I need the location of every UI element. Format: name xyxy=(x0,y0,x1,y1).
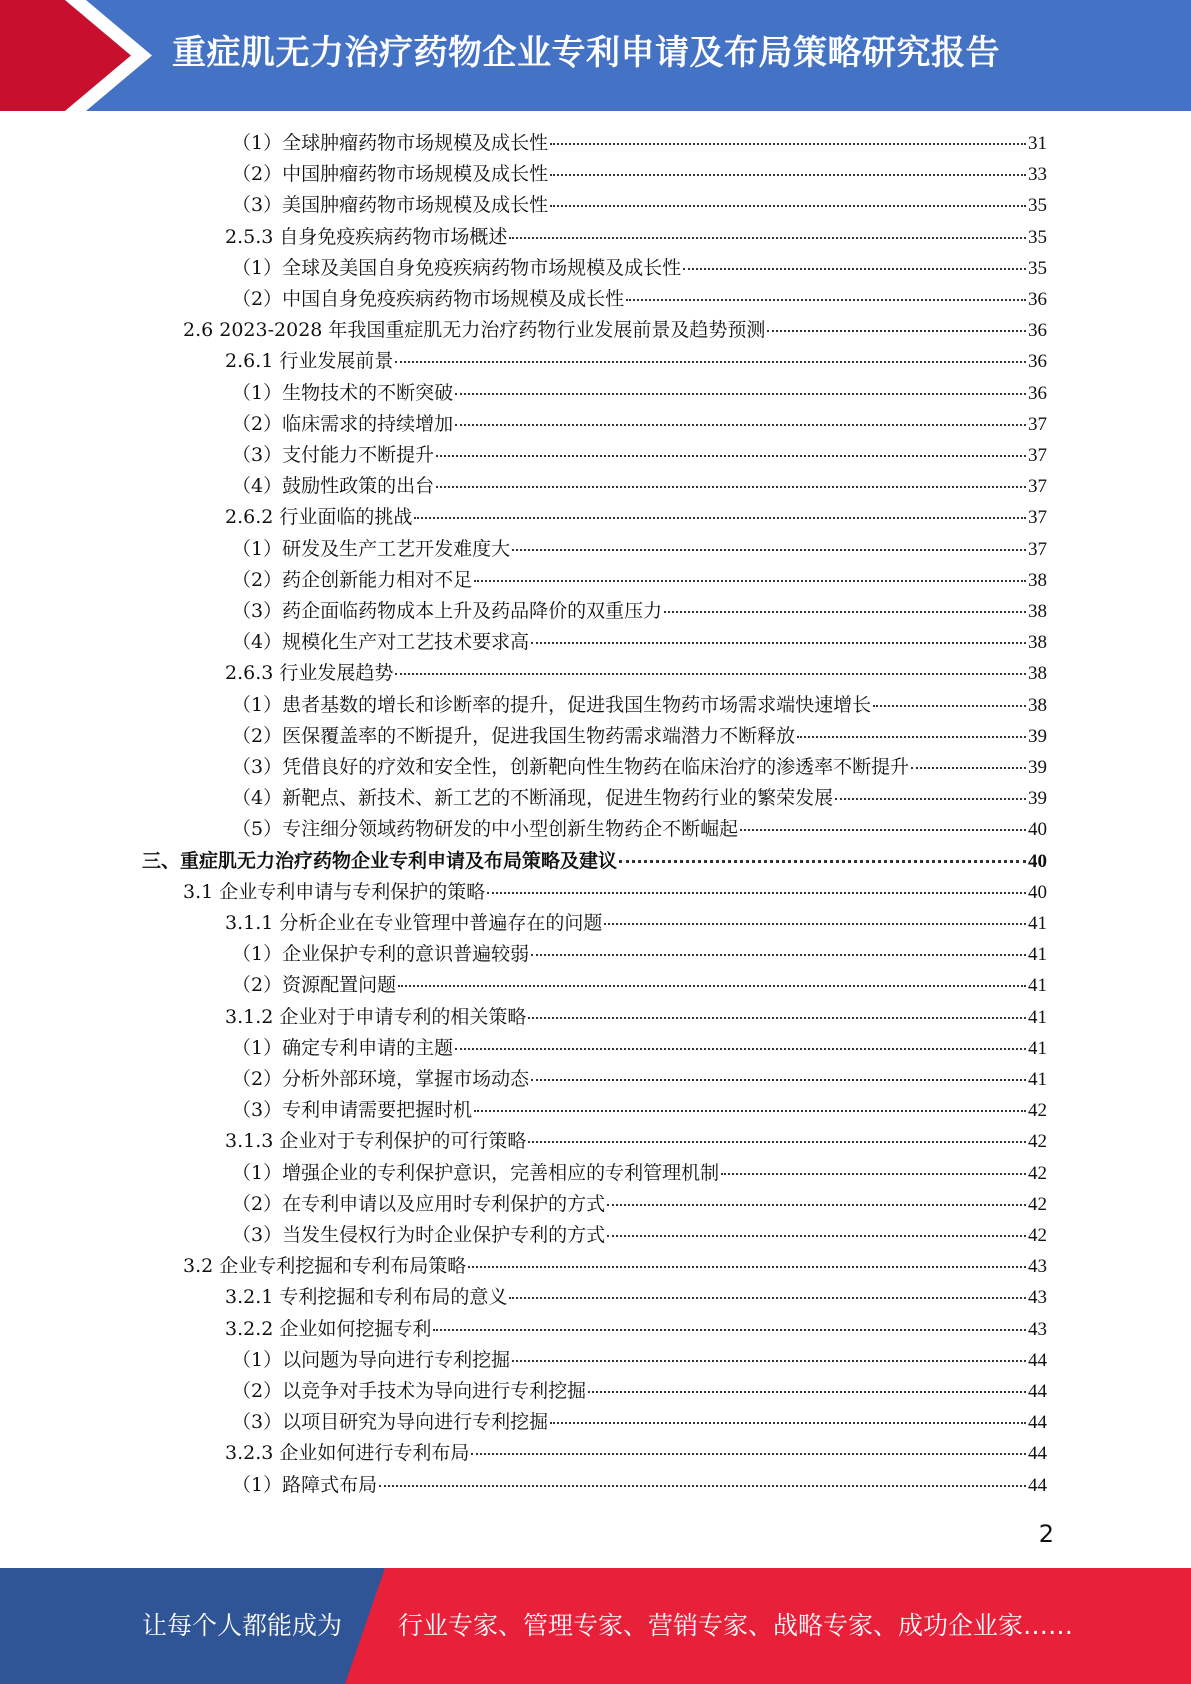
toc-entry-page: 37 xyxy=(1028,413,1047,435)
toc-entry-page: 38 xyxy=(1028,601,1047,622)
toc-dot-leader xyxy=(528,1017,1026,1019)
toc-entry xyxy=(232,1220,1047,1251)
toc-entry-page: 44 xyxy=(1028,1381,1047,1402)
toc-entry xyxy=(225,346,1047,377)
toc-entry-title: （1）生物技术的不断突破 xyxy=(232,381,454,404)
toc-entry-title: 2.6.3 行业发展趋势 xyxy=(225,662,394,685)
toc-entry-page: 36 xyxy=(1028,382,1047,404)
toc-entry-page: 44 xyxy=(1028,1412,1047,1434)
toc-entry xyxy=(183,315,1047,346)
toc-dot-leader xyxy=(664,611,1026,613)
toc-entry xyxy=(225,1126,1047,1157)
toc-entry-page: 40 xyxy=(1028,819,1047,841)
toc-entry-page: 38 xyxy=(1028,694,1047,716)
toc-entry xyxy=(232,814,1047,845)
toc-entry xyxy=(232,159,1047,190)
toc-entry-title: 3.2.1 专利挖掘和专利布局的意义 xyxy=(225,1286,508,1309)
toc-entry-title: （1）企业保护专利的意识普遍较弱 xyxy=(232,943,530,966)
toc-entry-title: （1）患者基数的增长和诊断率的提升，促进我国生物药市场需求端快速增长 xyxy=(232,693,872,716)
toc-entry-title: 3.1 企业专利申请与专利保护的策略 xyxy=(183,880,486,903)
toc-dot-leader xyxy=(512,549,1026,551)
toc-dot-leader xyxy=(395,673,1026,675)
toc-dot-leader xyxy=(683,268,1026,270)
toc-entry xyxy=(232,939,1047,970)
toc-entry xyxy=(232,627,1047,658)
toc-entry-page: 42 xyxy=(1028,1162,1047,1184)
toc-dot-leader xyxy=(531,954,1026,956)
toc-dot-leader xyxy=(604,923,1026,925)
toc-entry xyxy=(232,284,1047,315)
toc-entry-title: （3）专利申请需要把握时机 xyxy=(232,1099,473,1122)
toc-entry-title: 2.6 2023-2028 年我国重症肌无力治疗药物行业发展前景及趋势预测 xyxy=(183,319,766,342)
footer-banner xyxy=(0,1568,1191,1684)
toc-dot-leader xyxy=(550,143,1026,145)
toc-entry xyxy=(232,534,1047,565)
toc-entry xyxy=(232,1095,1047,1126)
toc-dot-leader xyxy=(740,829,1026,831)
toc-entry xyxy=(232,378,1047,409)
toc-entry-title: 3.2.3 企业如何进行专利布局 xyxy=(225,1442,470,1465)
toc-entry-page: 35 xyxy=(1028,195,1047,217)
toc-dot-leader xyxy=(531,642,1026,644)
toc-entry-title: （1）增强企业的专利保护意识，完善相应的专利管理机制 xyxy=(232,1161,720,1184)
toc-entry xyxy=(232,721,1047,752)
toc-dot-leader xyxy=(509,1297,1026,1299)
toc-entry-page: 31 xyxy=(1028,133,1047,154)
toc-dot-leader xyxy=(619,860,1026,863)
toc-entry-title: （4）新靶点、新技术、新工艺的不断涌现，促进生物药行业的繁荣发展 xyxy=(232,787,834,810)
toc-dot-leader xyxy=(414,517,1026,519)
toc-entry-title: （3）药企面临药物成本上升及药品降价的双重压力 xyxy=(232,600,663,622)
toc-entry xyxy=(225,1282,1047,1313)
toc-entry xyxy=(183,1251,1047,1282)
toc-entry-page: 43 xyxy=(1028,1256,1047,1278)
toc-entry xyxy=(232,1345,1047,1376)
toc-entry-title: （1）全球及美国自身免疫疾病药物市场规模及成长性 xyxy=(232,256,682,279)
toc-entry xyxy=(183,877,1047,908)
footer-slogan-left: 让每个人都能成为 xyxy=(142,1611,343,1640)
toc-entry xyxy=(225,1438,1047,1469)
toc-entry-page: 37 xyxy=(1028,476,1047,498)
toc-entry-title: （3）当发生侵权行为时企业保护专利的方式 xyxy=(232,1224,606,1246)
toc-entry-page: 37 xyxy=(1028,507,1047,529)
toc-entry-title: （2）医保覆盖率的不断提升，促进我国生物药需求端潜力不断释放 xyxy=(232,724,796,747)
toc-entry-title: （3）以项目研究为导向进行专利挖掘 xyxy=(232,1411,549,1434)
toc-dot-leader xyxy=(767,330,1026,332)
toc-entry-title: （3）美国肿瘤药物市场规模及成长性 xyxy=(232,194,549,217)
toc-entry-page: 41 xyxy=(1028,944,1047,966)
toc-entry-page: 36 xyxy=(1028,289,1047,310)
toc-entry-page: 41 xyxy=(1028,975,1047,997)
toc-dot-leader xyxy=(873,705,1026,707)
toc-entry xyxy=(225,1314,1047,1345)
chevron-arrow-icon xyxy=(0,0,170,111)
toc-dot-leader xyxy=(468,1266,1026,1268)
toc-entry xyxy=(232,253,1047,284)
toc-entry-page: 38 xyxy=(1028,632,1047,654)
toc-entry xyxy=(232,970,1047,1001)
toc-entry-page: 37 xyxy=(1028,538,1047,560)
toc-dot-leader xyxy=(395,361,1026,363)
toc-entry-page: 43 xyxy=(1028,1287,1047,1309)
toc-dot-leader xyxy=(379,1485,1026,1487)
toc-dot-leader xyxy=(455,393,1026,395)
toc-entry xyxy=(232,128,1047,159)
toc-dot-leader xyxy=(607,1204,1026,1206)
toc-dot-leader xyxy=(531,1079,1026,1081)
toc-entry-page: 40 xyxy=(1028,881,1047,903)
toc-entry xyxy=(232,440,1047,471)
page-number: 2 xyxy=(1038,1520,1054,1548)
toc-entry xyxy=(232,690,1047,721)
toc-dot-leader xyxy=(436,486,1026,488)
toc-entry-title: 3.2.2 企业如何挖掘专利 xyxy=(225,1317,432,1340)
toc-dot-leader xyxy=(398,985,1026,987)
toc-entry-page: 41 xyxy=(1028,1006,1047,1028)
toc-entry-title: 2.6.1 行业发展前景 xyxy=(225,350,394,373)
toc-dot-leader xyxy=(487,892,1026,894)
toc-entry xyxy=(232,1407,1047,1438)
toc-entry xyxy=(232,783,1047,814)
toc-dot-leader xyxy=(911,767,1026,769)
toc-entry-page: 42 xyxy=(1028,1225,1047,1246)
toc-entry-title: （3）凭借良好的疗效和安全性，创新靶向性生物药在临床治疗的渗透率不断提升 xyxy=(232,756,910,778)
toc-dot-leader xyxy=(455,1048,1026,1050)
toc-entry-title: （4）规模化生产对工艺技术要求高 xyxy=(232,631,530,654)
toc-entry-title: 3.1.2 企业对于申请专利的相关策略 xyxy=(225,1005,527,1028)
toc-entry-page: 33 xyxy=(1028,164,1047,186)
toc-entry xyxy=(232,752,1047,783)
toc-entry-title: （2）中国自身免疫疾病药物市场规模及成长性 xyxy=(232,288,625,310)
toc-entry-page: 39 xyxy=(1028,788,1047,810)
toc-entry-page: 41 xyxy=(1028,913,1047,934)
toc-entry-title: （1）确定专利申请的主题 xyxy=(232,1036,454,1059)
toc-entry-page: 41 xyxy=(1028,1069,1047,1090)
toc-entry-title: 三、重症肌无力治疗药物企业专利申请及布局策略及建议 xyxy=(142,849,618,872)
toc-dot-leader xyxy=(436,455,1026,457)
toc-entry xyxy=(232,596,1047,627)
toc-dot-leader xyxy=(797,736,1026,738)
toc-entry-page: 42 xyxy=(1028,1193,1047,1215)
toc-entry-page: 44 xyxy=(1028,1443,1047,1465)
toc-dot-leader xyxy=(474,1110,1026,1112)
toc-entry xyxy=(232,1189,1047,1220)
toc-entry-title: （5）专注细分领域药物研发的中小型创新生物药企不断崛起 xyxy=(232,818,739,841)
toc-entry-page: 42 xyxy=(1028,1100,1047,1122)
toc-entry-title: 3.1.3 企业对于专利保护的可行策略 xyxy=(225,1130,527,1153)
toc-entry-title: （1）以问题为导向进行专利挖掘 xyxy=(232,1348,511,1371)
toc-entry-page: 36 xyxy=(1028,320,1047,342)
toc-entry-title: （2）药企创新能力相对不足 xyxy=(232,568,473,591)
toc-dot-leader xyxy=(433,1329,1026,1331)
toc-entry-title: 2.5.3 自身免疫疾病药物市场概述 xyxy=(225,225,508,248)
toc-entry-title: （1）研发及生产工艺开发难度大 xyxy=(232,537,511,560)
footer-slogan-right: 行业专家、管理专家、营销专家、战略专家、成功企业家…… xyxy=(398,1611,1074,1640)
report-title: 重症肌无力治疗药物企业专利申请及布局策略研究报告 xyxy=(172,33,1000,73)
toc-entry-title: （2）分析外部环境，掌握市场动态 xyxy=(232,1068,530,1090)
toc-entry-title: （2）以竞争对手技术为导向进行专利挖掘 xyxy=(232,1380,587,1402)
toc-entry-page: 42 xyxy=(1028,1131,1047,1153)
toc-entry-title: 2.6.2 行业面临的挑战 xyxy=(225,506,413,529)
toc-entry-title: （2）资源配置问题 xyxy=(232,974,397,997)
toc-entry-title: （1）路障式布局 xyxy=(232,1473,378,1496)
toc-entry-page: 39 xyxy=(1028,725,1047,747)
toc-entry xyxy=(232,1470,1047,1501)
toc-dot-leader xyxy=(588,1391,1026,1393)
toc-entry-title: 3.1.1 分析企业在专业管理中普遍存在的问题 xyxy=(225,912,603,934)
toc-dot-leader xyxy=(471,1453,1026,1455)
toc-entry-page: 44 xyxy=(1028,1349,1047,1371)
toc-dot-leader xyxy=(455,424,1026,426)
toc-entry xyxy=(232,471,1047,502)
toc-entry xyxy=(232,1033,1047,1064)
toc-entry-page: 40 xyxy=(1028,850,1047,872)
toc-entry xyxy=(225,1002,1047,1033)
toc-entry xyxy=(232,1064,1047,1095)
toc-entry xyxy=(142,846,1047,877)
toc-entry-title: （2）在专利申请以及应用时专利保护的方式 xyxy=(232,1192,606,1215)
toc-entry xyxy=(232,1158,1047,1189)
toc-entry-title: （1）全球肿瘤药物市场规模及成长性 xyxy=(232,132,549,154)
toc-dot-leader xyxy=(528,1141,1026,1143)
toc-entry-page: 44 xyxy=(1028,1474,1047,1496)
toc-entry-page: 41 xyxy=(1028,1037,1047,1059)
header-banner xyxy=(0,0,1191,111)
toc-entry-page: 37 xyxy=(1028,445,1047,466)
toc-entry-page: 35 xyxy=(1028,226,1047,248)
toc-entry xyxy=(232,409,1047,440)
toc-entry-title: （4）鼓励性政策的出台 xyxy=(232,475,435,498)
toc-dot-leader xyxy=(721,1173,1026,1175)
toc-dot-leader xyxy=(509,237,1026,239)
toc-entry-page: 43 xyxy=(1028,1318,1047,1340)
toc-entry-title: （3）支付能力不断提升 xyxy=(232,444,435,466)
toc-entry xyxy=(232,1376,1047,1407)
toc-dot-leader xyxy=(474,580,1026,582)
toc-entry xyxy=(225,502,1047,533)
toc-dot-leader xyxy=(835,798,1026,800)
toc-entry xyxy=(225,908,1047,939)
toc-entry xyxy=(225,658,1047,689)
toc-dot-leader xyxy=(607,1235,1026,1237)
toc-entry-page: 39 xyxy=(1028,757,1047,778)
toc-entry xyxy=(232,190,1047,221)
toc-entry-title: 3.2 企业专利挖掘和专利布局策略 xyxy=(183,1255,467,1278)
toc-dot-leader xyxy=(550,205,1026,207)
toc-entry-page: 38 xyxy=(1028,569,1047,591)
toc-entry-page: 35 xyxy=(1028,257,1047,279)
toc-dot-leader xyxy=(512,1360,1026,1362)
toc-entry xyxy=(232,565,1047,596)
toc-entry-page: 38 xyxy=(1028,663,1047,685)
toc-entry-title: （2）中国肿瘤药物市场规模及成长性 xyxy=(232,163,549,186)
toc-dot-leader xyxy=(626,299,1026,301)
toc-dot-leader xyxy=(550,1422,1026,1424)
toc-entry xyxy=(225,222,1047,253)
toc-dot-leader xyxy=(550,174,1026,176)
toc-entry-page: 36 xyxy=(1028,351,1047,373)
toc-entry-title: （2）临床需求的持续增加 xyxy=(232,412,454,435)
